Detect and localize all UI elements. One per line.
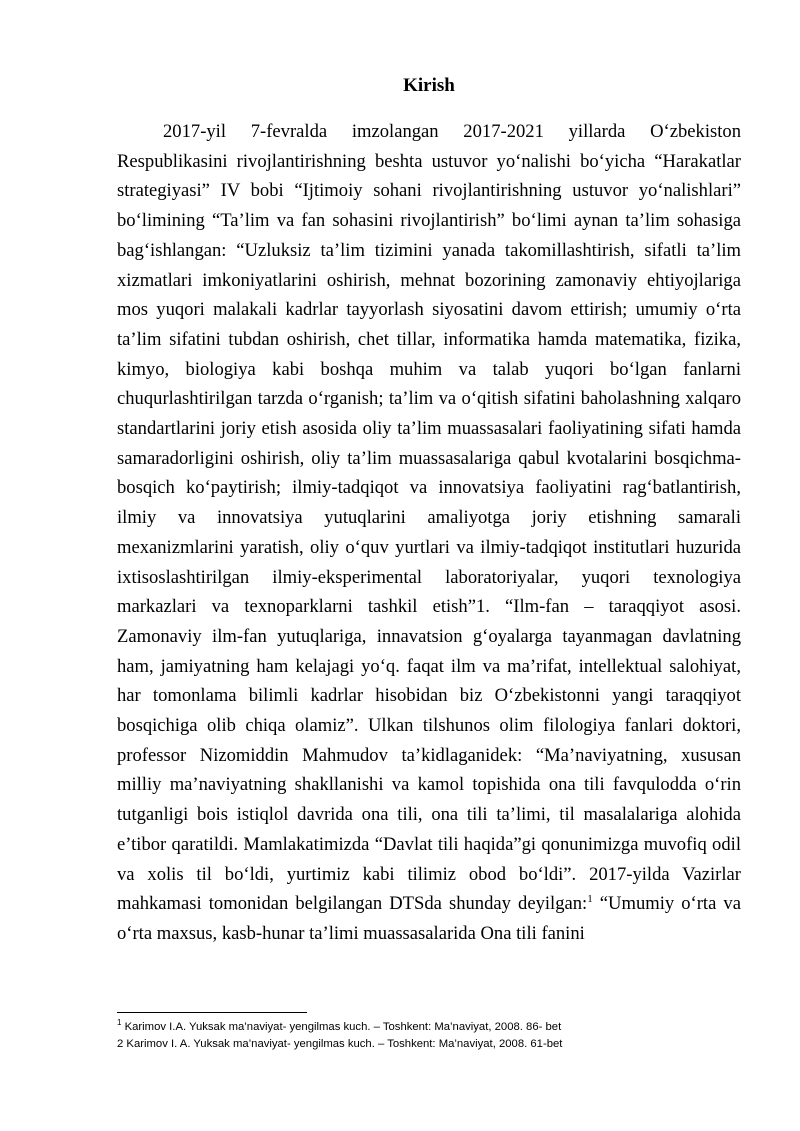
footnote-1 bbox=[117, 1019, 741, 1036]
footnote-2 bbox=[117, 1036, 741, 1053]
paragraph-text-continued: “Umumiy o‘rta va o‘rta maxsus, kasb-hunar ta’limi muassasalarida Ona tili fanini bbox=[117, 893, 741, 944]
paragraph bbox=[117, 117, 741, 949]
body-text bbox=[117, 117, 741, 949]
paragraph-text: 2017-yil 7-fevralda imzolangan 2017-2021 yillarda O‘zbekiston Respublikasini rivojlantirishning beshta ustuvor yo‘nalishi bo‘yicha “Harakatlar strategiyasi” IV bobi “Ijtimoiy sohani rivojlantirishning ustuvor yo‘nalishlari” bo‘limining “Ta’lim va fan sohasini rivojlantirish” bo‘limi aynan ta’lim sohasiga bag‘ishlangan: “Uzluksiz ta’lim tizimini yanada takomillashtirish, sifatli ta’lim xizmatlari imkoniyatlarini oshirish, mehnat bozorining zamonaviy ehtiyojlariga mos yuqori malakali kadrlar tayyorlash siyosatini davom ettirish; umumiy o‘rta ta’lim sifatini tubdan oshirish, chet tillar, informatika hamda matematika, fizika, kimyo, biologiya kabi boshqa muhim va talab yuqori bo‘lgan fanlarni chuqurlashtirilgan tarzda o‘rganish; ta’lim va o‘qitish sifatini baholashning xalqaro standartlarini joriy etish asosida oliy ta’lim muassasalari faoliyatining sifati hamda samaradorligini oshirish, oliy ta’lim muassasalariga qabul kvotalarini bosqichma-bosqich ko‘paytirish; ilmiy-tadqiqot va innovatsiya faoliyatini rag‘batlantirish, ilmiy va innovatsiya yutuqlarini amaliyotga joriy etishning samarali mexanizmlarini yaratish, oliy o‘quv yurtlari va ilmiy-tadqiqot institutlari huzurida ixtisoslashtirilgan ilmiy-eksperimental laboratoriyalar, yuqori texnologiya markazlari va texnoparklarni tashkil etish”1. “Ilm-fan – taraqqiyot asosi. Zamonaviy ilm-fan yutuqlariga, innavatsion g‘oyalarga tayanmagan davlatning ham, jamiyatning ham kelajagi yo‘q. faqat ilm va ma’rifat, intellektual salohiyat, har tomonlama bilimli kadrlar hisobidan biz O‘zbekistonni yangi taraqqiyot bosqichiga olib chiqa olamiz”. Ulkan tilshunos olim filologiya fanlari doktori, professor Nizomiddin Mahmudov ta’kidlaganidek: “Ma’naviyatning, xususan milliy ma’naviyatning shakllanishi va kamol topishida ona tili favqulodda o‘rin tutganligi bois istiqlol davrida ona tili, ona tili ta’limi, til masalalariga alohida e’tibor qaratildi. Mamlakatimizda “Davlat tili haqida”gi qonunimizga muvofiq odil va xolis til bo‘ldi, yurtimiz kabi tilimiz obod bo‘ldi”. 2017-yilda Vazirlar mahkamasi tomonidan belgilangan DTSda shunday deyilgan: bbox=[117, 121, 741, 915]
footnote-reference[interactable]: 1 bbox=[587, 893, 593, 906]
page-title: Kirish bbox=[403, 75, 455, 96]
footnote-text: Karimov I.A. Yuksak ma’naviyat- yengilmas kuch. – Toshkent: Ma’naviyat, 2008. 86- bet bbox=[121, 1021, 562, 1033]
footnotes bbox=[117, 1019, 741, 1053]
footnote-text: 2 Karimov I. A. Yuksak ma’naviyat- yengilmas kuch. – Toshkent: Ma’naviyat, 2008. 61-bet bbox=[117, 1038, 563, 1050]
footnote-separator bbox=[117, 1012, 307, 1013]
footnote-mark: 1 bbox=[117, 1018, 122, 1028]
